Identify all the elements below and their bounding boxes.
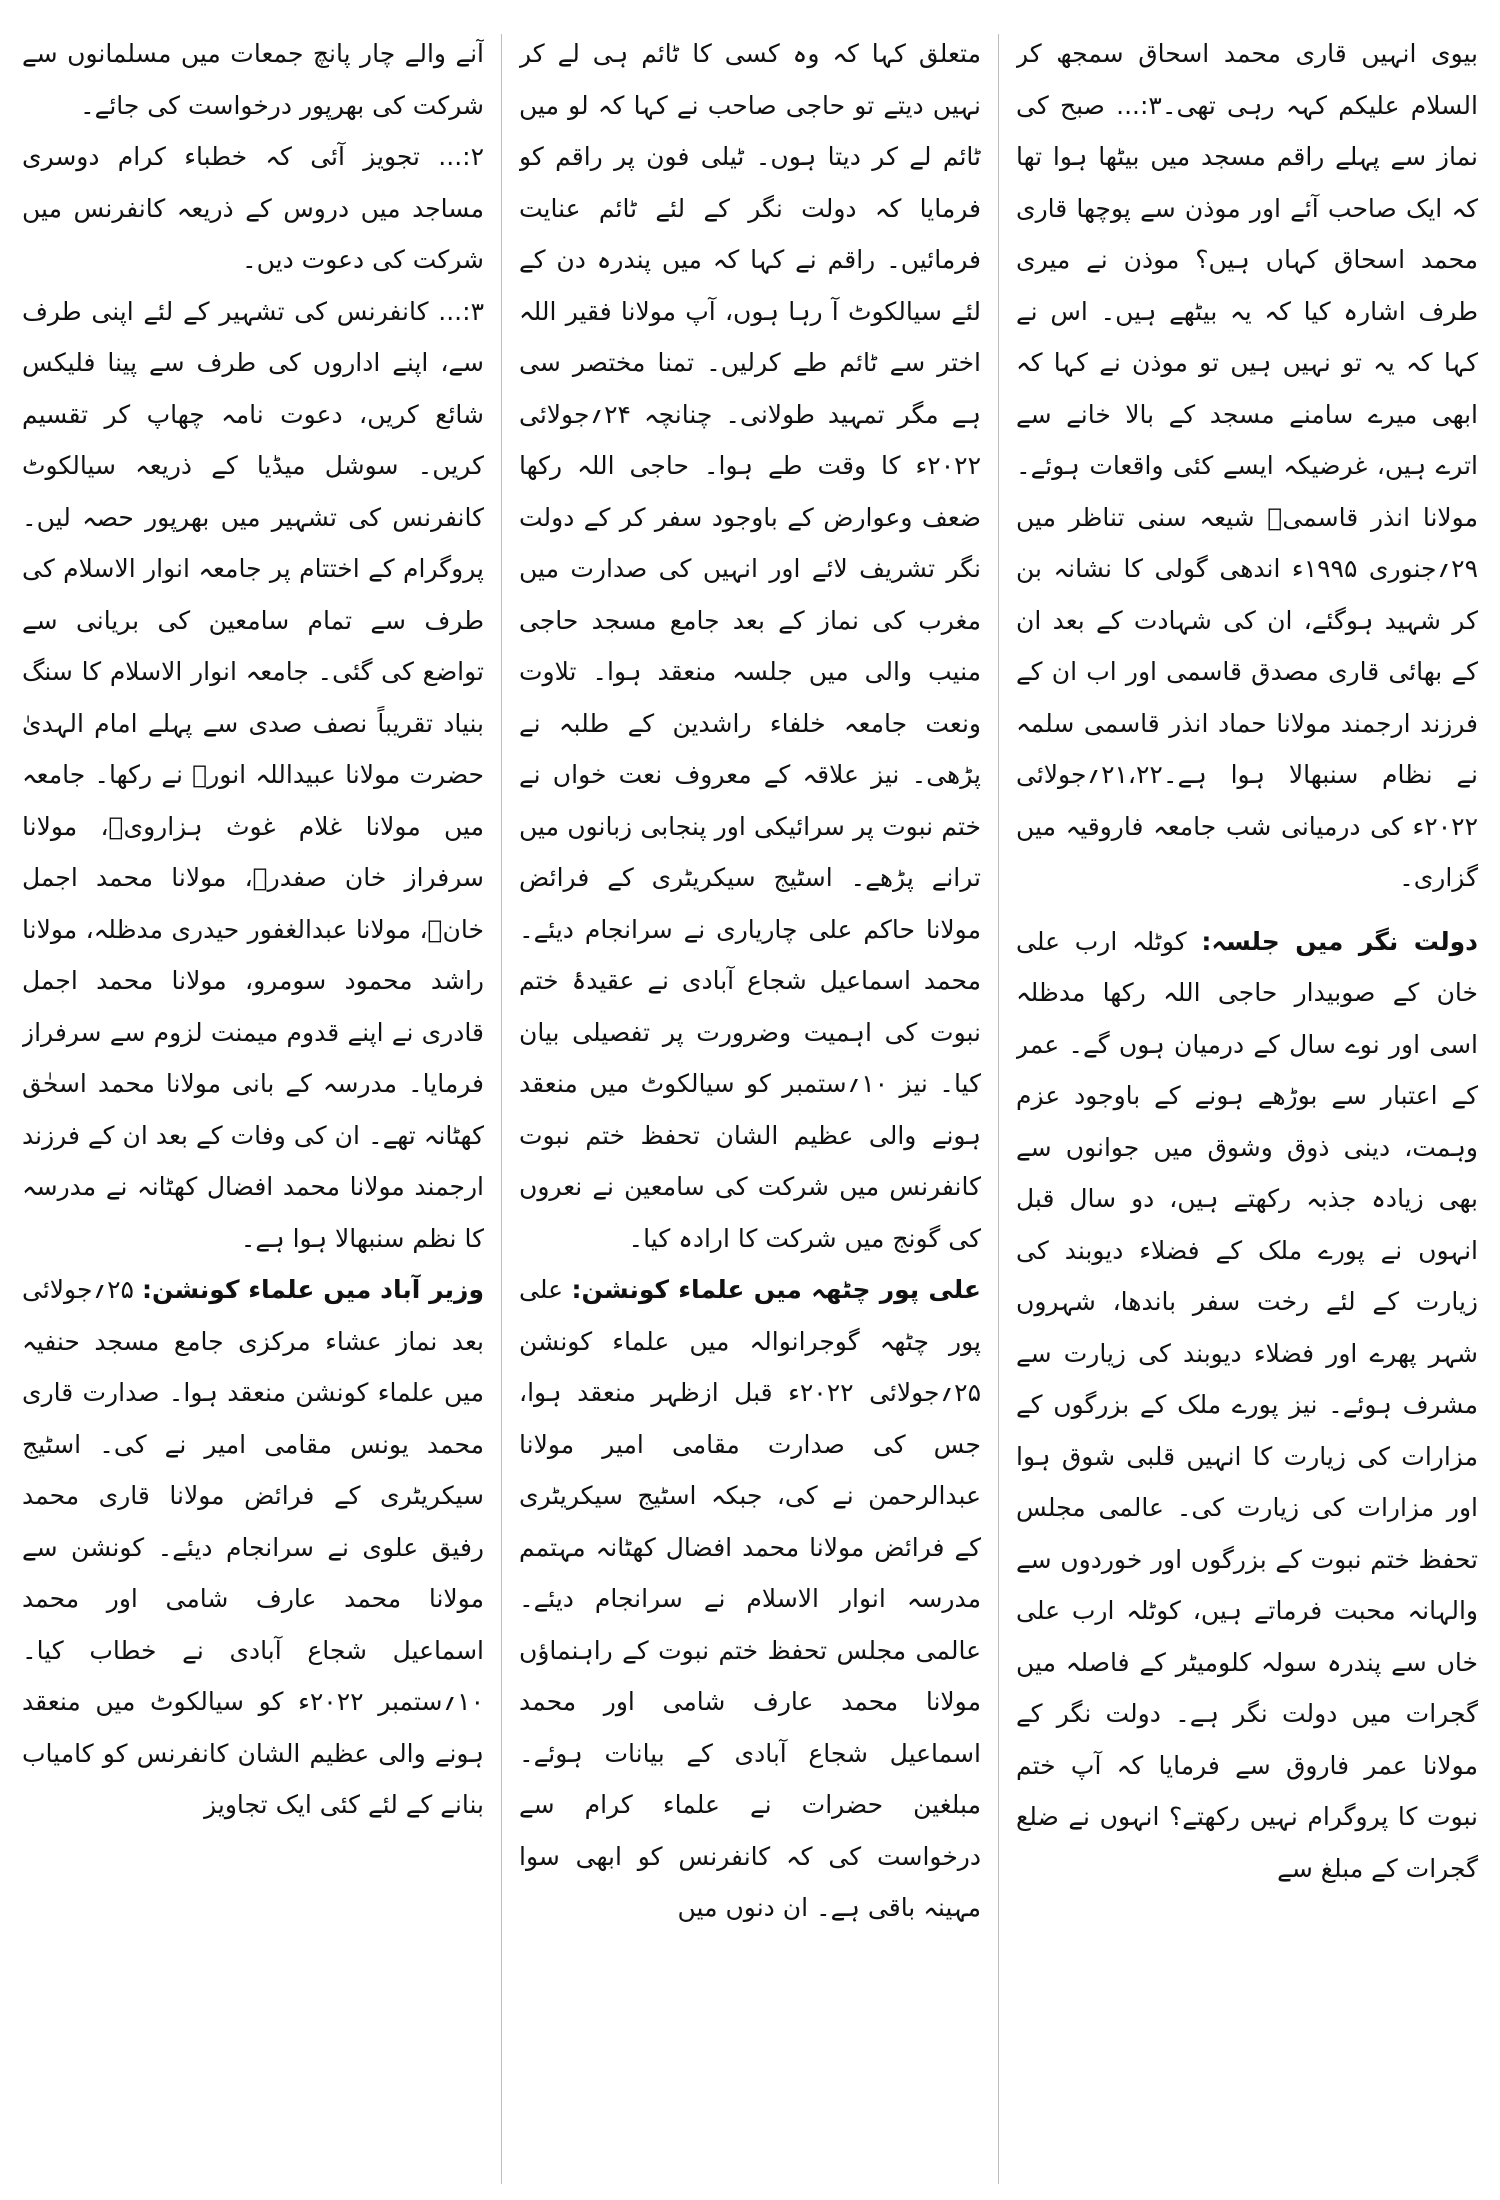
paragraph-text: بیوی انہیں قاری محمد اسحاق سمجھ کر السلام علیکم کہہ رہی تھی۔۳:... صبح کی نماز سے پہلے راقم مسجد میں بیٹھا ہوا تھا کہ ایک صاحب آئے اور موذن سے پوچھا قاری محمد اسحاق کہاں ہیں؟ موذن نے میری طرف اشارہ کیا کہ یہ بیٹھے ہیں۔ اس نے کہا کہ یہ تو نہیں ہیں تو موذن نے کہا کہ ابھی میرے سامنے مسجد کے بالا خانے سے اترے ہیں، غرضیکہ ایسے کئی واقعات ہوئے۔ مولانا انذر قاسمیؒ شیعہ سنی تناظر میں ۲۹؍جنوری ۱۹۹۵ء اندھی گولی کا نشانہ بن کر شہید ہوگئے، ان کی شہادت کے بعد ان کے بھائی قاری مصدق قاسمی اور اب ان کے فرزند ارجمند مولانا حماد انذر قاسمی سلمہ نے نظام سنبھالا ہوا ہے۔۲۱،۲۲؍جولائی ۲۰۲۲ء کی درمیانی شب جامعہ فاروقیہ میں گزاری۔ bbox=[1016, 39, 1478, 892]
column-left bbox=[22, 28, 484, 2188]
column-middle bbox=[519, 28, 981, 2188]
section-heading: وزیر آباد میں علماء کونشن: bbox=[141, 1275, 484, 1304]
section-heading: علی پور چٹھہ میں علماء کونشن: bbox=[571, 1275, 981, 1304]
paragraph bbox=[22, 286, 484, 1265]
column-divider bbox=[998, 34, 999, 2184]
paragraph bbox=[22, 28, 484, 131]
paragraph bbox=[22, 131, 484, 286]
paragraph-text: آنے والے چار پانچ جمعات میں مسلمانوں سے شرکت کی بھرپور درخواست کی جائے۔ bbox=[22, 39, 484, 120]
column-divider bbox=[501, 34, 502, 2184]
paragraph bbox=[519, 1264, 981, 1934]
section-heading: دولت نگر میں جلسہ: bbox=[1201, 926, 1478, 956]
paragraph-text: علی پور چٹھہ گوجرانوالہ میں علماء کونشن ۲۵؍جولائی ۲۰۲۲ء قبل ازظہر منعقد ہوا، جس کی صدارت مقامی امیر مولانا عبدالرحمن نے کی، جبکہ اسٹیج سیکریٹری کے فرائض مولانا محمد افضال کھٹانہ مہتمم مدرسہ انوار الاسلام نے سرانجام دیئے۔ عالمی مجلس تحفظ ختم نبوت کے راہنماؤں مولانا محمد عارف شامی اور محمد اسماعیل شجاع آبادی کے بیانات ہوئے۔ مبلغین حضرات نے علماء کرام سے درخواست کی کہ کانفرنس کو ابھی سوا مہینہ باقی ہے۔ ان دنوں میں bbox=[519, 1275, 981, 1922]
paragraph-text: متعلق کہا کہ وہ کسی کا ٹائم ہی لے کر نہیں دیتے تو حاجی صاحب نے کہا کہ لو میں ٹائم لے کر دیتا ہوں۔ ٹیلی فون پر راقم کو فرمایا کہ دولت نگر کے لئے ٹائم عنایت فرمائیں۔ راقم نے کہا کہ میں پندرہ دن کے لئے سیالکوٹ آ رہا ہوں، آپ مولانا فقیر اللہ اختر سے ٹائم طے کرلیں۔ تمنا مختصر سی ہے مگر تمہید طولانی۔ چنانچہ ۲۴؍جولائی ۲۰۲۲ء کا وقت طے ہوا۔ حاجی اللہ رکھا ضعف وعوارض کے باوجود سفر کر کے دولت نگر تشریف لائے اور انہیں کی صدارت میں مغرب کی نماز کے بعد جامع مسجد حاجی منیب والی میں جلسہ منعقد ہوا۔ تلاوت ونعت جامعہ خلفاء راشدین کے طلبہ نے پڑھی۔ نیز علاقہ کے معروف نعت خواں نے ختم نبوت پر سرائیکی اور پنجابی زبانوں میں ترانے پڑھے۔ اسٹیج سیکریٹری کے فرائض مولانا حاکم علی چاریاری نے سرانجام دیئے۔ محمد اسماعیل شجاع آبادی نے عقیدۂ ختم نبوت کی اہمیت وضرورت پر تفصیلی بیان کیا۔ نیز ۱۰؍ستمبر کو سیالکوٹ میں منعقد ہونے والی عظیم الشان تحفظ ختم نبوت کانفرنس میں شرکت کی سامعین نے نعروں کی گونج میں شرکت کا ارادہ کیا۔ bbox=[519, 39, 981, 1253]
paragraph bbox=[22, 1264, 484, 1831]
paragraph-text: ۲۵؍جولائی بعد نماز عشاء مرکزی جامع مسجد حنفیہ میں علماء کونشن منعقد ہوا۔ صدارت قاری محمد یونس مقامی امیر نے کی۔ اسٹیج سیکریٹری کے فرائض مولانا قاری محمد رفیق علوی نے سرانجام دیئے۔ کونشن سے مولانا محمد عارف شامی اور محمد اسماعیل شجاع آبادی نے خطاب کیا۔ ۱۰؍ستمبر ۲۰۲۲ء کو سیالکوٹ میں منعقد ہونے والی عظیم الشان کانفرنس کو کامیاب بنانے کے لئے کئی ایک تجاویز bbox=[22, 1275, 484, 1819]
paragraph-text: ۲:... تجویز آئی کہ خطباء کرام دوسری مساجد میں دروس کے ذریعہ کانفرنس میں شرکت کی دعوت دیں۔ bbox=[22, 142, 484, 274]
paragraph bbox=[1016, 28, 1478, 904]
paragraph bbox=[519, 28, 981, 1264]
column-right bbox=[1016, 28, 1478, 2188]
paragraph-text: ۳:... کانفرنس کی تشہیر کے لئے اپنی طرف سے، اپنے اداروں کی طرف سے پینا فلیکس شائع کریں، دعوت نامہ چھاپ کر تقسیم کریں۔ سوشل میڈیا کے ذریعہ سیالکوٹ کانفرنس کی تشہیر میں بھرپور حصہ لیں۔ پروگرام کے اختتام پر جامعہ انوار الاسلام کی طرف سے تمام سامعین کی بریانی سے تواضع کی گئی۔ جامعہ انوار الاسلام کا سنگ بنیاد تقریباً نصف صدی سے پہلے امام الہدیٰ حضرت مولانا عبیداللہ انورؒ نے رکھا۔ جامعہ میں مولانا غلام غوث ہزارویؒ، مولانا سرفراز خان صفدرؒ، مولانا محمد اجمل خانؒ، مولانا عبدالغفور حیدری مدظلہ، مولانا راشد محمود سومرو، مولانا محمد اجمل قادری نے اپنے قدوم میمنت لزوم سے سرفراز فرمایا۔ مدرسہ کے بانی مولانا محمد اسحٰق کھٹانہ تھے۔ ان کی وفات کے بعد ان کے فرزند ارجمند مولانا محمد افضال کھٹانہ نے مدرسہ کا نظم سنبھالا ہوا ہے۔ bbox=[22, 296, 484, 1253]
paragraph-text: کوٹلہ ارب علی خان کے صوبیدار حاجی اللہ رکھا مدظلہ اسی اور نوے سال کے درمیان ہوں گے۔ عمر کے اعتبار سے بوڑھے ہونے کے باوجود عزم وہمت، دینی ذوق وشوق میں جوانوں سے بھی زیادہ جذبہ رکھتے ہیں، دو سال قبل انہوں نے پورے ملک کے فضلاء دیوبند کی زیارت کے لئے رخت سفر باندھا، شہروں شہر پھرے اور فضلاء دیوبند کی زیارت سے مشرف ہوئے۔ نیز پورے ملک کے بزرگوں کے مزارات کی زیارت کا انہیں قلبی شوق ہوا اور مزارات کی زیارت کی۔ عالمی مجلس تحفظ ختم نبوت کے بزرگوں اور خوردوں سے والہانہ محبت فرماتے ہیں، کوٹلہ ارب علی خاں سے پندرہ سولہ کلومیٹر کے فاصلہ میں گجرات میں دولت نگر ہے۔ دولت نگر کے مولانا عمر فاروق سے فرمایا کہ آپ ختم نبوت کا پروگرام نہیں رکھتے؟ انہوں نے ضلع گجرات کے مبلغ سے bbox=[1016, 926, 1478, 1883]
paragraph bbox=[1016, 916, 1478, 1895]
